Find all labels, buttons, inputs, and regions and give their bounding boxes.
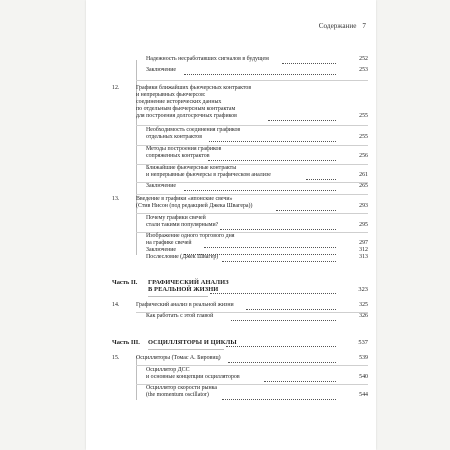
- part-label: Часть II.: [112, 279, 138, 286]
- chapter-title-line: по отдельным фьючерсным контрактам: [136, 106, 236, 112]
- toc-entry-page: 312: [359, 247, 368, 253]
- part-rule: [148, 296, 208, 297]
- toc-entry-title: Послесловие (Джек Швагер): [146, 254, 219, 260]
- leader-dots: [268, 113, 336, 121]
- chapter-title-line: Осцилляторы (Томас А. Бировиц): [136, 355, 221, 361]
- chapter-page: 325: [359, 302, 368, 308]
- chapter-number: 12.: [112, 85, 120, 91]
- toc-entry-title: Почему графики свечей: [146, 215, 206, 221]
- chapter-page: 539: [359, 355, 368, 361]
- header-page-number: 7: [362, 22, 366, 30]
- toc-entry-title: Ближайшие фьючерсные контракты: [146, 165, 237, 171]
- toc-entry-page: 261: [359, 172, 368, 178]
- toc-entry-title: сопряженных контрактов: [146, 153, 210, 159]
- toc-entry-title: и основные концепции осцилляторов: [146, 374, 240, 380]
- toc-entry-title: Надежность несработавших сигналов в будущем: [146, 56, 269, 62]
- toc-entry-page: 256: [359, 153, 368, 159]
- part-title-line: В РЕАЛЬНОЙ ЖИЗНИ: [148, 286, 219, 293]
- chapter-title-line: Введение в графики «японские свечи»: [136, 196, 233, 202]
- chapter-title-line: (Стив Нисон (под редакцией Джека Швагера)): [136, 203, 253, 209]
- toc-entry-title: (the momentum oscillator): [146, 392, 209, 398]
- chapter-title-line: Графики ближайших фьючерсных контрактов: [136, 85, 252, 91]
- toc-entry-title: Изображение одного торгового дня: [146, 233, 235, 239]
- divider: [136, 194, 368, 195]
- divider: [136, 213, 368, 214]
- toc-entry-title: Заключение: [146, 247, 177, 253]
- divider: [136, 365, 368, 366]
- leader-dots: [184, 67, 336, 75]
- toc-entry-page: 540: [359, 374, 368, 380]
- toc-entry-title: Как работать с этой главой: [146, 313, 214, 319]
- toc-entry-title: Необходимость соединения графиков: [146, 127, 241, 133]
- toc-entry-page: 297: [359, 240, 368, 246]
- section-rule: [136, 356, 137, 400]
- toc-entry-page: 544: [359, 392, 368, 398]
- chapter-page: 255: [359, 113, 368, 119]
- leader-dots: [246, 302, 336, 310]
- leader-dots: [209, 134, 336, 142]
- part-title-line: ГРАФИЧЕСКИЙ АНАЛИЗ: [148, 279, 229, 286]
- part-page: 323: [358, 286, 368, 293]
- chapter-number: 14.: [112, 302, 120, 308]
- chapter-number: 13.: [112, 196, 120, 202]
- toc-entry-title: на графике свечей: [146, 240, 192, 246]
- toc-entry-title: стали такими популярными?: [146, 222, 219, 228]
- running-header: [319, 22, 366, 30]
- toc-entry-title: и непрерывные фьючерсы в графическом анализе: [146, 172, 271, 178]
- chapter-title-line: Графический анализ в реальной жизни: [136, 302, 234, 308]
- toc-entry-title: Заключение: [146, 183, 177, 189]
- chapter-page: 293: [359, 203, 368, 209]
- leader-dots: [220, 222, 336, 230]
- leader-dots: [222, 254, 336, 262]
- toc-entry-page: 326: [359, 313, 368, 319]
- toc-entry-page: 252: [359, 56, 368, 62]
- chapter-number: 15.: [112, 355, 120, 361]
- part-title-line: ОСЦИЛЛЯТОРЫ И ЦИКЛЫ: [148, 339, 237, 346]
- divider: [136, 80, 368, 81]
- part-page: 537: [358, 339, 368, 346]
- toc-entry-page: 255: [359, 134, 368, 140]
- toc-entry-title: отдельных контрактов: [146, 134, 203, 140]
- toc-entry-page: 253: [359, 67, 368, 73]
- leader-dots: [276, 203, 336, 211]
- leader-dots: [208, 153, 336, 161]
- leader-dots: [282, 56, 336, 64]
- toc-entry-title: Осциллятор скорости рынка: [146, 385, 218, 391]
- divider: [136, 125, 368, 126]
- chapter-title-line: для построения долгосрочных графиков: [136, 113, 237, 119]
- leader-dots: [264, 374, 336, 382]
- leader-dots: [306, 172, 336, 180]
- book-page: [86, 0, 376, 450]
- part-rule: [148, 349, 224, 350]
- part-label: Часть III.: [112, 339, 140, 346]
- chapter-title-line: и непрерывных фьючерсов:: [136, 92, 206, 98]
- toc-entry-title: Осциллятор ДСС: [146, 367, 190, 373]
- toc-entry-page: 313: [359, 254, 368, 260]
- chapter-title-line: соединение исторических данных: [136, 99, 222, 105]
- leader-dots: [222, 392, 336, 400]
- toc-entry-page: 295: [359, 222, 368, 228]
- leader-dots: [210, 286, 336, 294]
- toc-entry-title: Заключение: [146, 67, 177, 73]
- leader-dots: [231, 313, 336, 321]
- header-title: Содержание: [318, 22, 357, 30]
- toc-entry-page: 265: [359, 183, 368, 189]
- leader-dots: [184, 183, 336, 191]
- toc-entry-title: Методы построения графиков: [146, 146, 222, 152]
- leader-dots: [228, 355, 336, 363]
- leader-dots: [226, 339, 336, 347]
